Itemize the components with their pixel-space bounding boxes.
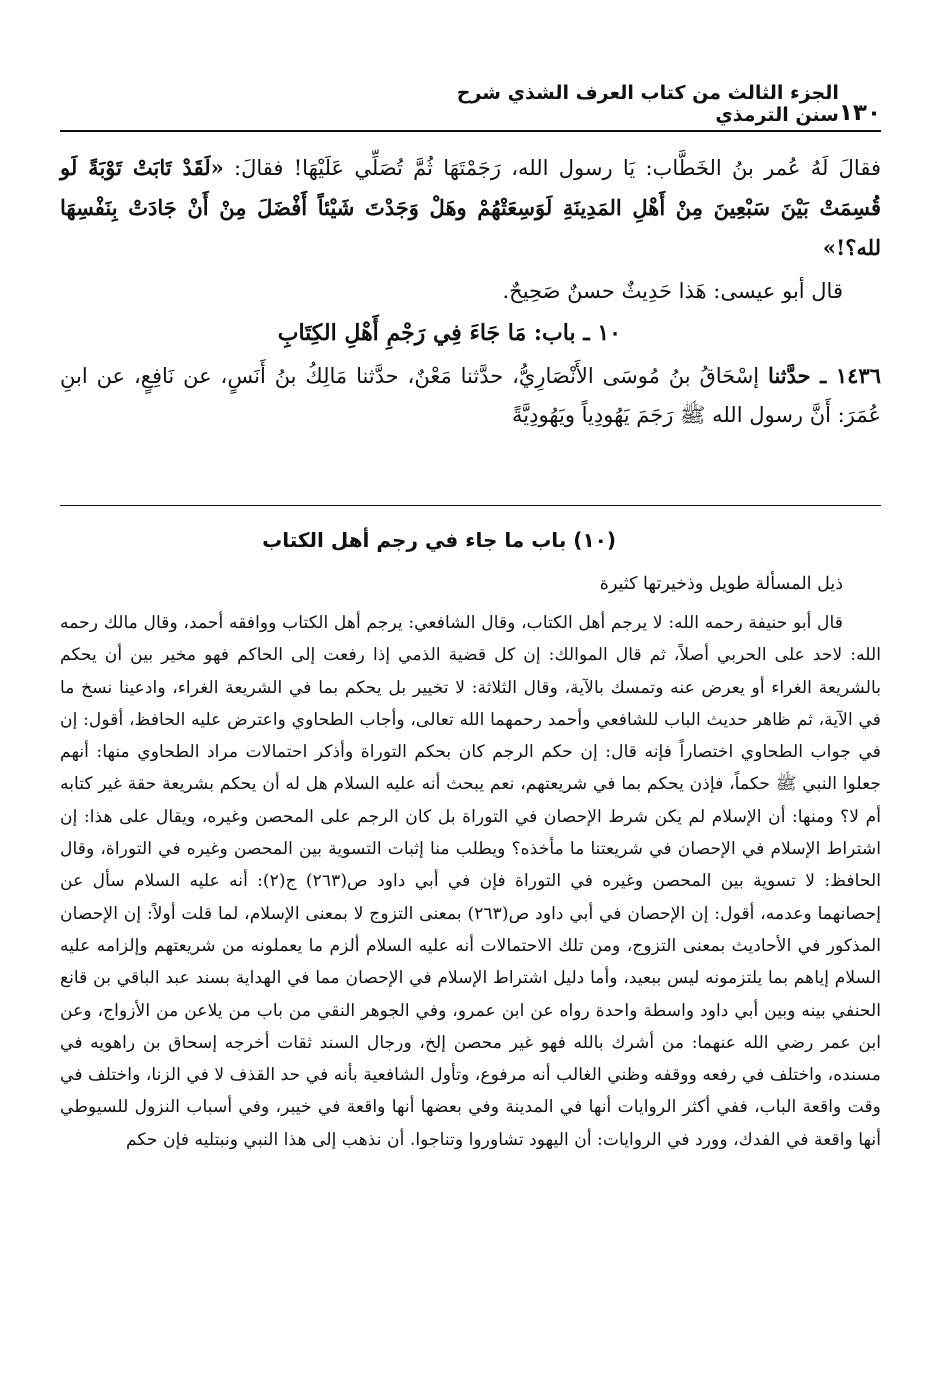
hadith-chain-text: إسْحَاقُ بنُ مُوسَى الأَنْصَارِيُّ، حدَّثنا مَعْنٌ، حدَّثنا مَالِكُ بنُ أَنَسٍ، عن نَافِعٍ، عن ابنِ عُمَرَ: أَنَّ رسول الله ﷺ رَجَمَ يَهُودِياً ويَهُودِيَّةً bbox=[60, 364, 881, 427]
running-title: الجزء الثالث من كتاب العرف الشذي شرح سنن الترمذي bbox=[456, 82, 839, 126]
hadith-number: ١٤٣٦ ـ حدَّثنا bbox=[768, 363, 881, 388]
chapter-heading: ١٠ ـ باب: مَا جَاءَ فِي رَجْمِ أَهْلِ الكِتَابِ bbox=[277, 320, 621, 346]
text-commentary-separator bbox=[60, 505, 881, 506]
hadith-grading: قال أبو عيسى: هَذا حَدِيثٌ حسنٌ صَحِيحٌ. bbox=[502, 279, 843, 303]
commentary-body: قال أبو حنيفة رحمه الله: لا يرجم أهل الكتاب، وقال الشافعي: يرجم أهل الكتاب ووافقه أحمد، وقال مالك رحمه الله: لاحد على الحربي أصلاً، ثم قال الموالك: إن كل قضية الذمي إذا رفعت إلى الحاكم فهو مخير بين أن يحكم بالشريعة الغراء أو يعرض عنه وتمسك بالآية، وقال الثلاثة: لا تخيير بل يحكم بما في الشريعة الغراء، وادعينا نسخ ما في الآية، ثم ظاهر حديث الباب للشافعي وأحمد رحمهما الله تعالى، وأجاب الطحاوي واعترض عليه الحافظ، أقول: إن في جواب الطحاوي اختصاراً فإنه قال: إن حكم الرجم كان بحكم التوراة وأذكر احتمالات مراد الطحاوي منها: أنهم جعلوا النبي ﷺ حكماً، فإذن يحكم بما في شريعتهم، نعم يبحث أنه عليه السلام هل له أن يحكم بشريعة حقة غير كتابه أم لا؟ ومنها: أن الإسلام لم يكن شرط الإحصان في التوراة بل كان الرجم على المحصن وغيره، ويقال على هذا: إن اشتراط الإسلام في الإحصان في شريعتنا ما مأخذه؟ ويطلب منا إثبات التسوية بين المحصن وغيره في التوراة، وقال الحافظ: لا تسوية بين المحصن وغيره في التوراة فإن في أبي داود ص(٢٦٣) ج(٢): أنه عليه السلام سأل عن إحصانهما وعدمه، أقول: إن الإحصان في أبي داود ص(٢٦٣) بمعنى التزوج لا بمعنى الإسلام، لما قلت أولاً: إن الإحصان المذكور في الأحاديث بمعنى التزوج، ومن تلك الاحتمالات أنه عليه السلام ألزم ما يعملونه من شريعتهم وإلزامه عليه السلام إياهم بما يلتزمونه ليس ببعيد، وأما دليل اشتراط الإسلام في الإحصان مما في الهداية بسند عبد الباقي بن قانع الحنفي بينه وبين أبي داود واسطة واحدة رواه عن ابن عمرو، وفي الجوهر النقي من باب من يلاعن من الأزواج، وعن ابن عمر رضي الله عنهما: من أشرك بالله فهو غير محصن إلخ، ورجال السند ثقات أخرجه إسحاق بن راهويه في مسنده، واختلف في رفعه ووقفه وظني الغالب أنه مرفوع، وتأول الشافعية بأنه في حد القذف لا في الزنا، واختلف في وقت واقعة الباب، ففي أكثر الروايات أنها في المدينة وفي بعضها أنها واقعة في خيبر، وفي أسباب النزول للسيوطي أنها واقعة في الفدك، وورد في الروايات: أن اليهود تشاوروا وتناجوا. أن نذهب إلى هذا النبي ونبتليه فإن حكم bbox=[60, 613, 881, 1150]
main-text bbox=[60, 148, 881, 435]
commentary-intro: ذيل المسألة طويل وذخيرتها كثيرة bbox=[599, 574, 843, 594]
commentary-section bbox=[60, 518, 881, 1156]
hadith-text bbox=[60, 148, 881, 268]
header-divider bbox=[60, 130, 881, 132]
hadith-intro: فقالَ لَهُ عُمر بنُ الخَطَّاب: يَا رسول الله، رَجَمْتَهَا ثُمَّ تُصَلِّي عَلَيْهَا! فقالَ: bbox=[223, 156, 881, 180]
commentary-heading: (١٠) باب ما جاء في رجم أهل الكتاب bbox=[262, 528, 616, 552]
page-number: ١٣٠ bbox=[838, 100, 881, 126]
hadith-quote: «لَقَدْ تَابَتْ تَوْبَةً لَو قُسِمَتْ بَيْنَ سَبْعِينَ مِنْ أَهْلِ المَدِينَةِ لَوَسِعَتْهُمْ وهَلْ وَجَدْتَ شَيْئاً أَفْضَلَ مِنْ أَنْ جَادَتْ بِنَفْسِهَا لله؟!» bbox=[60, 155, 881, 260]
running-header bbox=[60, 82, 881, 126]
hadith-chain bbox=[60, 356, 881, 435]
